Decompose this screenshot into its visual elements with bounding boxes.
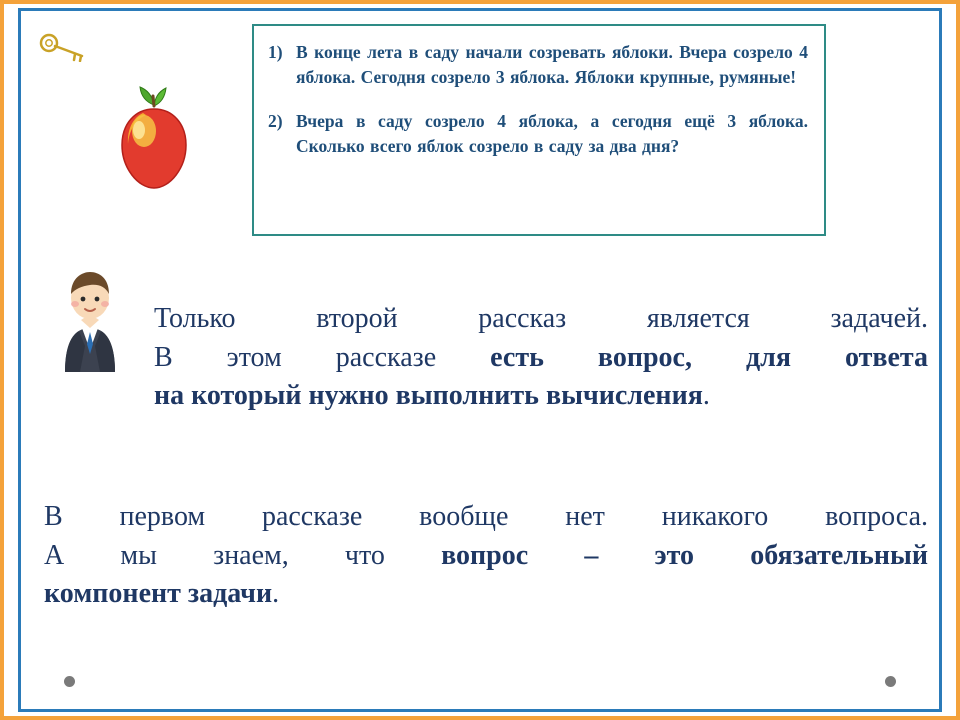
paragraph-one <box>44 300 928 416</box>
frame-outer-left <box>0 0 4 720</box>
paragraph-two-line-1: В первом рассказе вообще нет никакого вопроса. <box>44 501 928 532</box>
task-number: 2) <box>268 110 283 131</box>
key-icon <box>38 32 86 62</box>
frame-inner-right <box>939 8 942 712</box>
frame-outer-right <box>956 0 960 720</box>
paragraph-two-line-2-bold: вопрос – это обязательный <box>441 539 928 571</box>
paragraph-two-line-3-tail: . <box>272 578 280 610</box>
paragraph-two-line-3-bold: компонент задачи <box>44 578 273 610</box>
task-item <box>268 40 808 91</box>
frame-inner-left <box>18 8 21 712</box>
task-text: Вчера в саду созрело 4 яблока, а сегодня ещё 3 яблока. Сколько всего яблок созрело в саду за два дня? <box>296 110 808 157</box>
task-box <box>252 24 826 236</box>
paragraph-two <box>44 498 928 614</box>
paragraph-two-line-3 <box>44 575 928 614</box>
paragraph-one-line-3 <box>44 377 928 416</box>
paragraph-two-line-2 <box>44 537 928 576</box>
bullet-dot-right <box>885 676 896 687</box>
frame-inner-bottom <box>18 709 942 712</box>
task-number: 1) <box>268 42 283 62</box>
paragraph-one-line-2-plain: В этом рассказе <box>154 341 491 373</box>
paragraph-one-line-1: Только второй рассказ является задачей. <box>154 303 928 334</box>
paragraph-two-line-2-plain: А мы знаем, что <box>44 539 442 571</box>
paragraph-one-line-2 <box>44 339 928 378</box>
apple-illustration <box>108 82 200 197</box>
paragraph-one-line-3-bold: на который нужно выполнить вычисления <box>154 380 703 412</box>
paragraph-one-line-2-bold: есть вопрос, для ответа <box>490 341 928 373</box>
task-item <box>268 109 808 160</box>
frame-outer-top <box>0 0 960 4</box>
task-text: В конце лета в саду начали созревать яблоки. Вчера созрело 4 яблока. Сегодня созрело 3 яблока. Яблоки крупные, румяные! <box>296 42 808 88</box>
frame-inner-top <box>18 8 942 11</box>
bullet-dot-left <box>64 676 75 687</box>
frame-outer-bottom <box>0 716 960 720</box>
paragraph-one-line-3-tail: . <box>702 380 710 412</box>
